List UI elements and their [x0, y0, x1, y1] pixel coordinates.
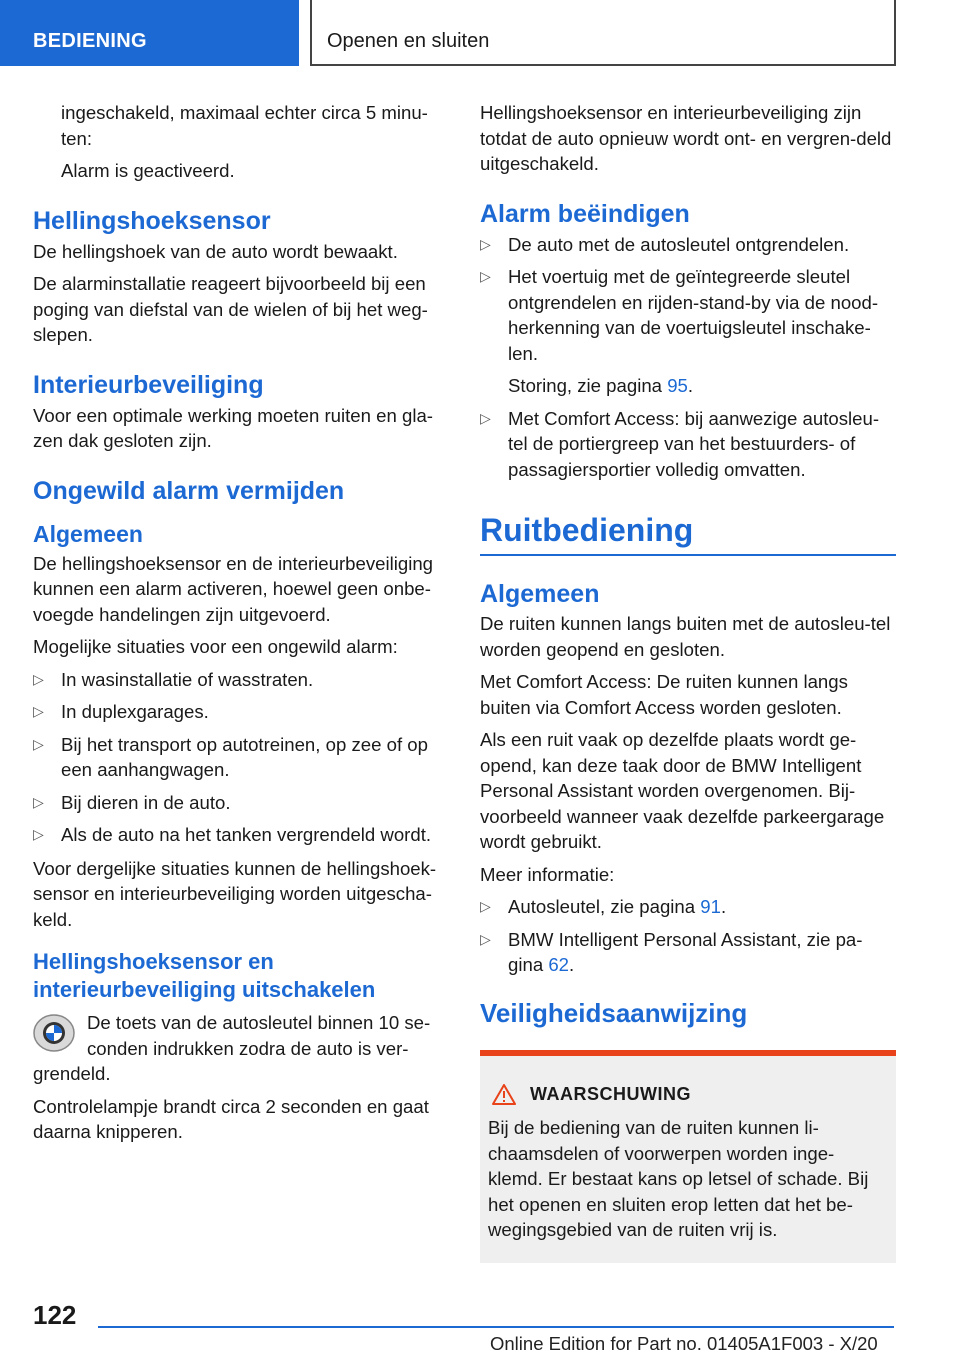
- triangle-right-icon: ▷: [33, 703, 44, 719]
- paragraph: Voor dergelijke situaties kunnen de hellingshoek-sensor en interieurbeveiliging worden uitgescha-keld.: [33, 857, 437, 930]
- subheading-disable: Hellingshoeksensor en interieurbeveiliging uitschakelen: [33, 949, 376, 1002]
- list-item: ▷ BMW Intelligent Personal Assistant, zie pa-gina 62.: [480, 928, 863, 975]
- triangle-right-icon: ▷: [480, 409, 491, 426]
- warning-header: [488, 1082, 888, 1108]
- list-item: ▷ Bij dieren in de auto.: [33, 790, 449, 816]
- page-link-95[interactable]: 95: [667, 375, 688, 396]
- chapter-label: Openen en sluiten: [327, 30, 490, 52]
- list-subnote: Storing, zie pagina 95.: [508, 375, 694, 396]
- more-info-list: [480, 894, 896, 978]
- left-column: [33, 100, 449, 1152]
- heading-safety-note: Veiligheidsaanwijzing: [480, 997, 748, 1028]
- paragraph-with-key: De toets van de autosleutel binnen 10 se-conden indrukken zodra de auto is ver-grendeld.: [33, 1012, 431, 1084]
- page-number: 122: [33, 1300, 77, 1330]
- page-link-62[interactable]: 62: [548, 954, 570, 975]
- warning-triangle-icon: [492, 1084, 516, 1105]
- section-tab: [0, 0, 299, 66]
- paragraph: Mogelijke situaties voor een ongewild alarm:: [33, 636, 398, 657]
- heading-interior-protection: Interieurbeveiliging: [33, 370, 264, 399]
- paragraph: Voor een optimale werking moeten ruiten en gla-zen dak gesloten zijn.: [33, 404, 434, 451]
- subheading-general: Algemeen: [33, 520, 143, 547]
- triangle-right-icon: ▷: [480, 898, 491, 914]
- list-item: ▷ In wasinstallatie of wasstraten.: [33, 667, 449, 693]
- paragraph: Meer informatie:: [480, 863, 615, 885]
- paragraph: Als een ruit vaak op dezelfde plaats wordt ge-opend, kan deze taak door de BMW Intelligent Personal Assistant worden overgenomen. Bij-voorbeeld wanneer vaak dezelfde parkeergarage wordt gebruikt.: [480, 729, 885, 852]
- heading-tilt-sensor: Hellingshoeksensor: [33, 206, 271, 235]
- paragraph: De alarminstallatie reageert bijvoorbeeld bij een poging van diefstal van de wielen of bij het weg-slepen.: [33, 273, 428, 345]
- chapter-header: [310, 0, 896, 66]
- paragraph: De hellingshoek van de auto wordt bewaakt.: [33, 240, 398, 262]
- paragraph: Hellingshoeksensor en interieurbeveiliging zijn totdat de auto opnieuw wordt ont- en vergren-deld uitgeschakeld.: [480, 102, 892, 174]
- list-item: ▷ De auto met de autosleutel ontgrendelen.: [480, 232, 896, 258]
- paragraph: De ruiten kunnen langs buiten met de autosleu-tel worden geopend en gesloten.: [480, 613, 891, 660]
- heading-end-alarm: Alarm beëindigen: [480, 199, 690, 228]
- triangle-right-icon: ▷: [33, 735, 44, 752]
- list-item: ▷ Bij het transport op autotreinen, op zee of op een aanhangwagen.: [33, 733, 428, 780]
- bmw-key-icon: [33, 1012, 75, 1054]
- end-alarm-list: [480, 232, 896, 483]
- intro-paragraph: ingeschakeld, maximaal echter circa 5 minu-ten:: [61, 102, 428, 149]
- list-item: ▷ Het voertuig met de geïntegreerde sleutel ontgrendelen en rijden-stand-by via de nood-herkenning van de voertuigsleutel inschake-len. Storing, zie pagina 95.: [480, 264, 896, 399]
- triangle-right-icon: ▷: [480, 268, 491, 284]
- list-item: ▷ Autosleutel, zie pagina 91.: [480, 894, 896, 920]
- page-link-91[interactable]: 91: [700, 896, 721, 917]
- situation-list: [33, 667, 449, 848]
- paragraph: Controlelampje brandt circa 2 seconden en gaat daarna knipperen.: [33, 1095, 429, 1142]
- section-label: BEDIENING: [33, 30, 147, 52]
- paragraph: Met Comfort Access: De ruiten kunnen langs buiten via Comfort Access worden gesloten.: [480, 671, 848, 718]
- heading-window-operation: Ruitbediening: [480, 510, 896, 556]
- triangle-right-icon: ▷: [33, 793, 44, 810]
- warning-title: WAARSCHUWING: [530, 1083, 691, 1104]
- right-column: [480, 100, 896, 1263]
- triangle-right-icon: ▷: [480, 930, 491, 947]
- footer-rule: [98, 1326, 894, 1328]
- triangle-right-icon: ▷: [480, 235, 491, 252]
- list-item: ▷ Met Comfort Access: bij aanwezige autosleu-tel de portiergreep van het bestuurders- of passagiersportier volledig omvatten.: [480, 407, 880, 480]
- warning-text: Bij de bediening van de ruiten kunnen li-chaamsdelen of voorwerpen worden inge-klemd. Er bestaat kans op letsel of schade. Bij het openen en sluiten erop letten dat het be-wegingsgebied van de ruiten vrij is.: [488, 1117, 869, 1240]
- triangle-right-icon: ▷: [33, 670, 44, 687]
- footer-edition: Online Edition for Part no. 01405A1F003 - X/20: [490, 1333, 878, 1354]
- heading-avoid-false-alarm: Ongewild alarm vermijden: [33, 476, 345, 505]
- triangle-right-icon: ▷: [33, 826, 44, 842]
- warning-box: [480, 1050, 896, 1263]
- list-item: ▷ In duplexgarages.: [33, 699, 449, 725]
- paragraph: De hellingshoeksensor en de interieurbeveiliging kunnen een alarm activeren, hoewel geen onbe-voegde handelingen zijn uitgevoerd.: [33, 552, 434, 625]
- list-item: ▷ Als de auto na het tanken vergrendeld wordt.: [33, 822, 449, 848]
- subheading-general: Algemeen: [480, 580, 600, 608]
- intro-paragraph-2: Alarm is geactiveerd.: [61, 160, 235, 181]
